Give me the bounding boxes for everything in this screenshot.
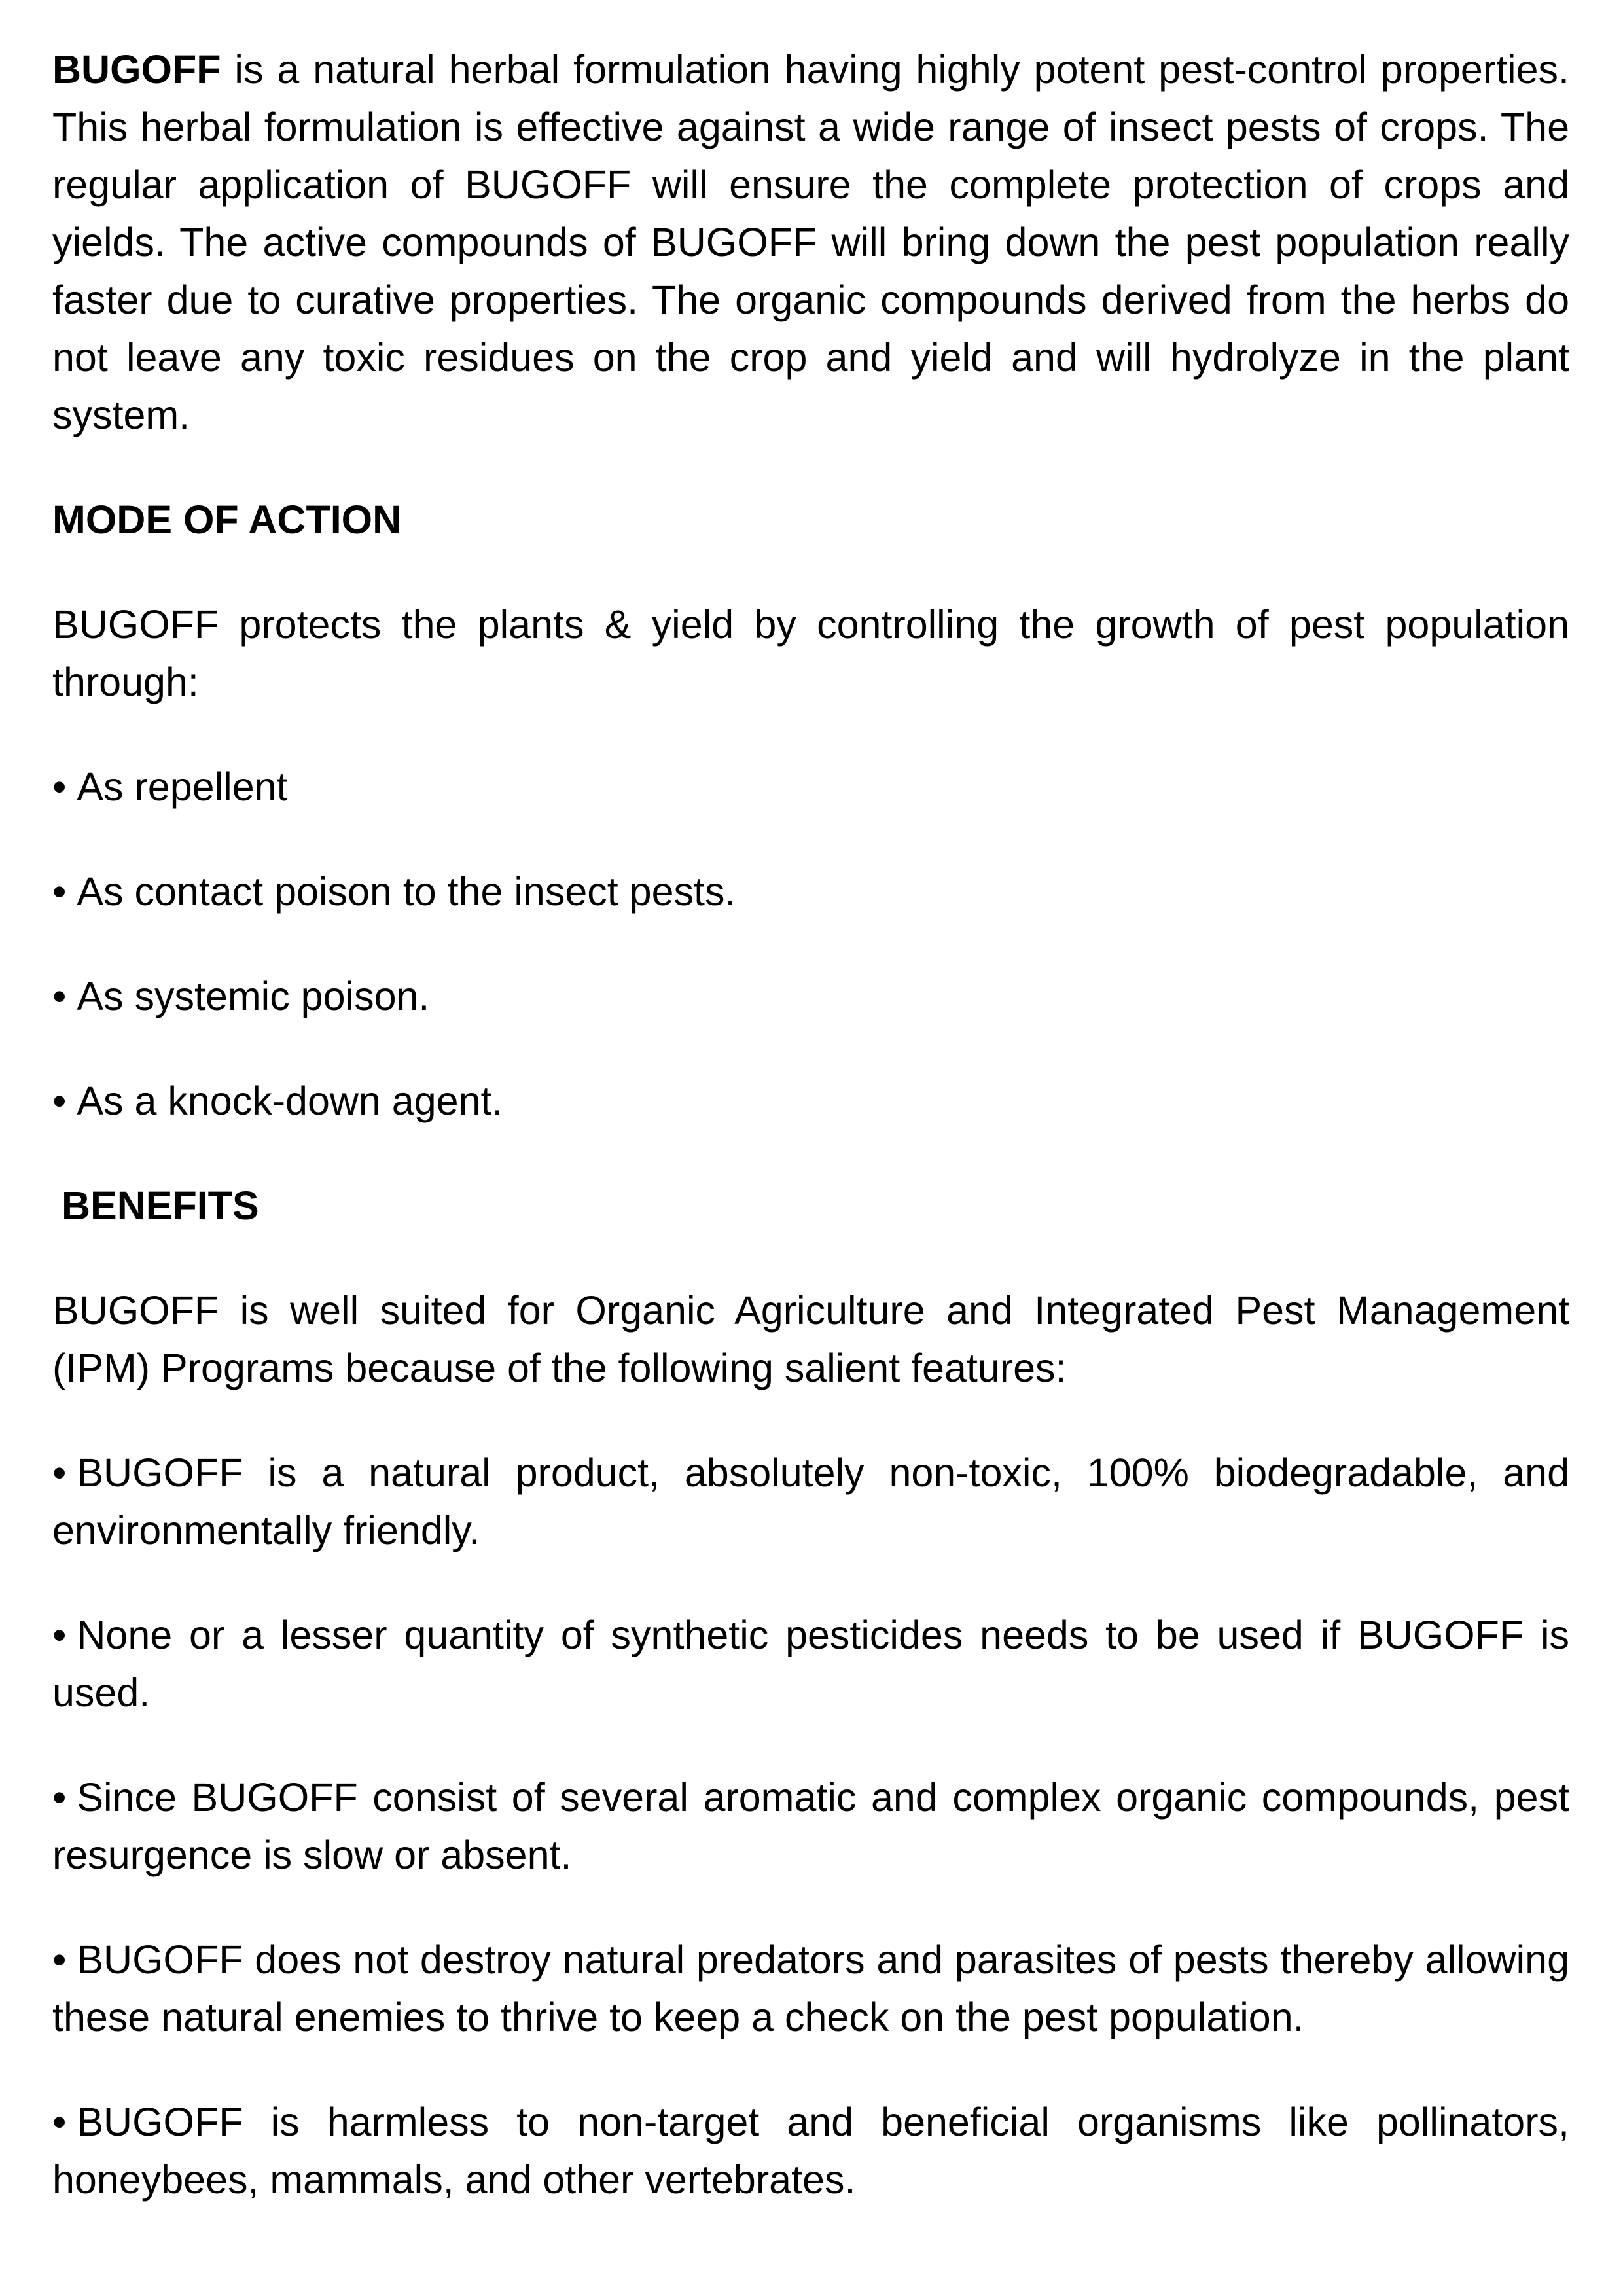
bullet-icon: •	[52, 764, 67, 809]
benefits-list	[52, 1444, 1569, 2208]
intro-paragraph	[52, 41, 1569, 444]
list-item: • As repellent	[52, 764, 288, 809]
benefits-heading: BENEFITS	[62, 1183, 259, 1228]
mode-of-action-lead: BUGOFF protects the plants & yield by controlling the growth of pest population through:	[52, 602, 1569, 704]
list-item: • As systemic poison.	[52, 974, 430, 1018]
list-item: • As contact poison to the insect pests.	[52, 869, 736, 914]
bullet-icon: •	[52, 1775, 67, 1820]
list-item: • BUGOFF does not destroy natural predators and parasites of pests thereby allowing these natural enemies to thrive to keep a check on the pest population.	[52, 1937, 1569, 2039]
intro-text: is a natural herbal formulation having highly potent pest-control properties. This herbal formulation is effective against a wide range of insect pests of crops. The regular application of BUGOFF will ensure the complete protection of crops and yields. The active compounds of BUGOFF will bring down the pest population really faster due to curative properties. The organic compounds derived from the herbs do not leave any toxic residues on the crop and yield and will hydrolyze in the plant system.	[52, 47, 1569, 437]
bullet-icon: •	[52, 1937, 67, 1982]
list-item: • As a knock-down agent.	[52, 1079, 503, 1123]
list-item: • Since BUGOFF consist of several aromatic and complex organic compounds, pest resurgence is slow or absent.	[52, 1775, 1569, 1877]
bullet-icon: •	[52, 974, 67, 1018]
bullet-icon: •	[52, 1079, 67, 1123]
mode-of-action-heading: MODE OF ACTION	[52, 497, 402, 542]
mode-of-action-list	[52, 758, 1569, 1130]
bullet-icon: •	[52, 1450, 67, 1495]
list-item: • None or a lesser quantity of synthetic pesticides needs to be used if BUGOFF is used.	[52, 1613, 1569, 1715]
benefits-lead: BUGOFF is well suited for Organic Agriculture and Integrated Pest Management (IPM) Programs because of the following salient features:	[52, 1288, 1569, 1390]
brand-name: BUGOFF	[52, 47, 221, 92]
bullet-icon: •	[52, 2100, 67, 2144]
list-item: • BUGOFF is a natural product, absolutely non-toxic, 100% biodegradable, and environmentally friendly.	[52, 1450, 1569, 1552]
document-page	[52, 41, 1569, 2255]
list-item: • BUGOFF is harmless to non-target and beneficial organisms like pollinators, honeybees, mammals, and other vertebrates.	[52, 2100, 1569, 2202]
bullet-icon: •	[52, 1613, 67, 1657]
bullet-icon: •	[52, 869, 67, 914]
